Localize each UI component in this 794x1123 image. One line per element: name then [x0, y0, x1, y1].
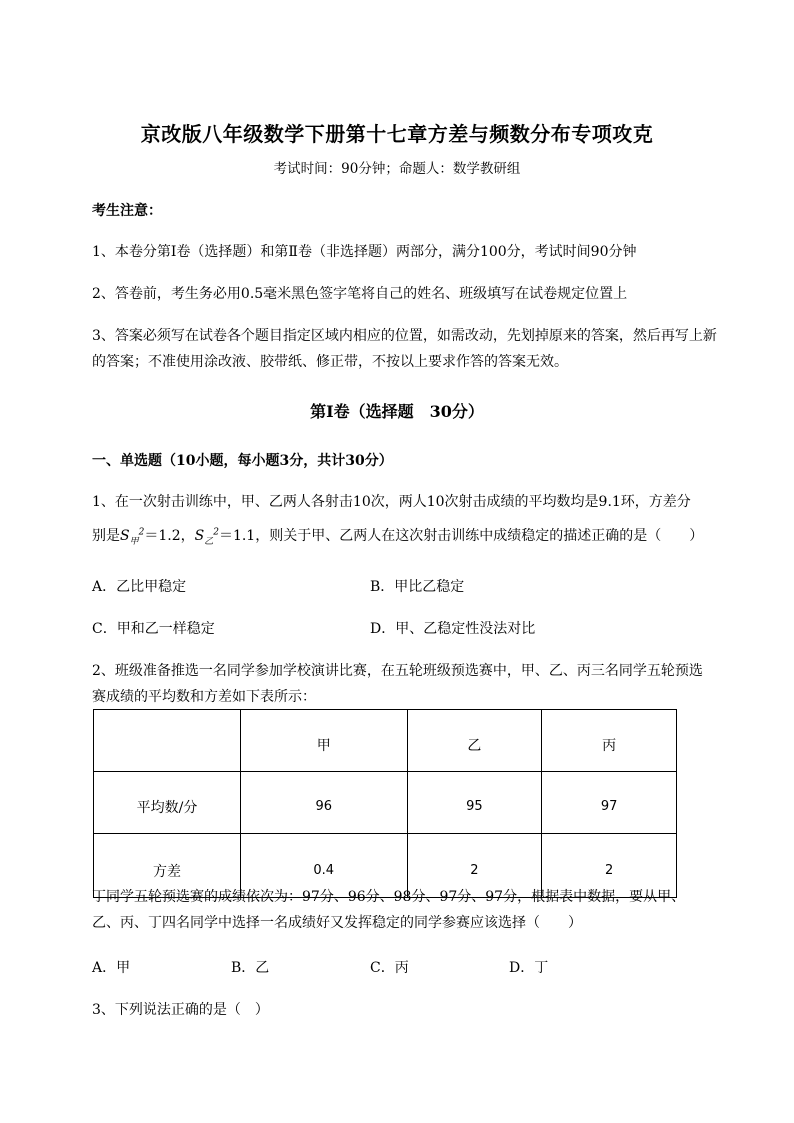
question-2-option-c: C．丙 [370, 960, 409, 976]
table-header-cell: 乙 [407, 710, 542, 772]
section-title: 第I卷（选择题 30分） [310, 402, 484, 421]
question-1-line-1: 1、在一次射击训练中，甲、乙两人各射击10次，两人10次射击成绩的平均数均是9.1环，方差分 [92, 494, 691, 510]
variance-superscript: 2 [138, 527, 145, 538]
variance-subscript: 乙 [204, 536, 214, 547]
table-cell: 95 [407, 772, 542, 834]
question-2-option-b: B．乙 [231, 960, 270, 976]
question-1-option-b: B．甲比乙稳定 [370, 579, 465, 595]
table-cell: 2 [407, 834, 542, 898]
notice-item-3-line-2: 的答案；不准使用涂改液、胶带纸、修正带，不按以上要求作答的答案无效。 [92, 354, 568, 370]
table-row-label: 方差 [94, 834, 241, 898]
question-1-line-2 [92, 525, 703, 547]
question-2-line-1: 2、班级准备推选一名同学参加学校演讲比赛，在五轮班级预选赛中，甲、乙、丙三名同学五轮预选 [92, 663, 703, 679]
table-header-row [94, 710, 677, 772]
table-row [94, 772, 677, 834]
variance-value-yi: ＝1.1，则关于甲、乙两人在这次射击训练中成绩稳定的描述正确的是（ ） [218, 528, 704, 544]
variance-letter: S [120, 528, 130, 544]
table-corner-cell [94, 710, 241, 772]
variance-value-jia: ＝1.2， [144, 528, 195, 544]
notice-item-1: 1、本卷分第I卷（选择题）和第Ⅱ卷（非选择题）两部分，满分100分，考试时间90分钟 [92, 244, 637, 260]
variance-symbol-jia [120, 527, 145, 547]
page-title: 京改版八年级数学下册第十七章方差与频数分布专项攻克 [140, 122, 654, 146]
part-title: 一、单选题（10小题，每小题3分，共计30分） [92, 453, 393, 469]
notice-item-3-line-1: 3、答案必须写在试卷各个题目指定区域内相应的位置，如需改动，先划掉原来的答案，然后再写上新 [92, 328, 717, 344]
table-header-cell: 甲 [241, 710, 408, 772]
variance-symbol-yi [194, 527, 219, 547]
variance-subscript: 甲 [129, 536, 139, 547]
table-header-cell: 丙 [542, 710, 677, 772]
table-row-label: 平均数/分 [94, 772, 241, 834]
variance-superscript: 2 [213, 527, 219, 538]
question-1-option-c: C．甲和乙一样稳定 [92, 621, 215, 637]
question-1-option-a: A．乙比甲稳定 [92, 579, 187, 595]
table-cell: 96 [241, 772, 408, 834]
table-cell: 0.4 [241, 834, 408, 898]
page-subtitle: 考试时间：90分钟；命题人：数学教研组 [273, 161, 521, 177]
variance-letter: S [194, 528, 205, 544]
notice-item-2: 2、答卷前，考生务必用0.5毫米黑色签字笔将自己的姓名、班级填写在试卷规定位置上 [92, 286, 628, 302]
question-1-prefix: 别是 [92, 528, 120, 544]
table-cell: 2 [542, 834, 677, 898]
question-3-line-1: 3、下列说法正确的是（ ） [92, 1002, 269, 1018]
notice-heading: 考生注意： [92, 203, 162, 219]
question-1-option-d: D．甲、乙稳定性没法对比 [370, 621, 536, 637]
table-cell: 97 [542, 772, 677, 834]
question-2-option-a: A．甲 [92, 960, 131, 976]
question-2-option-d: D．丁 [509, 960, 549, 976]
question-2-line-3: 丁同学五轮预选赛的成绩依次为：97分、96分、98分、97分、97分，根据表中数据，要从甲、 [92, 889, 686, 905]
score-table [93, 709, 677, 898]
question-2-line-2: 赛成绩的平均数和方差如下表所示： [92, 689, 316, 705]
question-2-line-4: 乙、丙、丁四名同学中选择一名成绩好又发挥稳定的同学参赛应该选择（ ） [92, 915, 582, 931]
